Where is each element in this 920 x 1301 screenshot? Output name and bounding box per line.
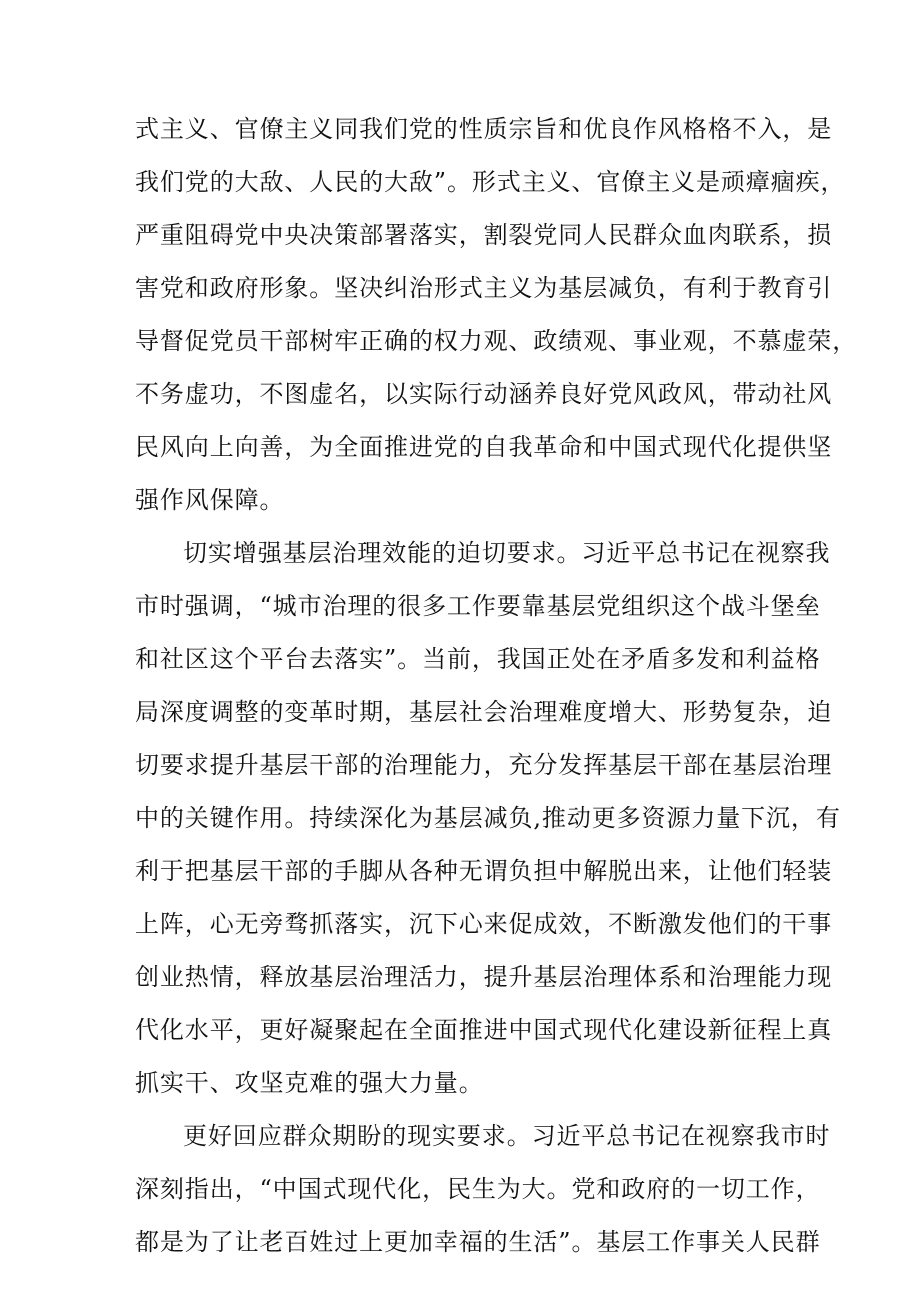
text-line: 不务虚功，不图虚名，以实际行动涵养良好党风政风，带动社风 xyxy=(135,380,833,408)
paragraph-1 xyxy=(135,103,858,527)
text-line: 上阵，心无旁骛抓落实，沉下心来促成效，不断激发他们的干事 xyxy=(135,910,833,938)
text-line: 代化水平，更好凝聚起在全面推进中国式现代化建设新征程上真 xyxy=(135,1016,833,1044)
text-line: 抓实干、攻坚克难的强大力量。 xyxy=(135,1069,484,1097)
text-line: 害党和政府形象。坚决纠治形式主义为基层减负，有利于教育引 xyxy=(135,274,833,302)
text-line: 利于把基层干部的手脚从各种无谓负担中解脱出来，让他们轻装 xyxy=(135,857,833,885)
document-body xyxy=(135,103,858,1269)
text-line: 式主义、官僚主义同我们党的性质宗旨和优良作风格格不入，是 xyxy=(135,115,833,143)
text-line: 局深度调整的变革时期，基层社会治理难度增大、形势复杂，迫 xyxy=(135,698,833,726)
text-line: 民风向上向善，为全面推进党的自我革命和中国式现代化提供坚 xyxy=(135,433,833,461)
text-line: 和社区这个平台去落实”。当前，我国正处在矛盾多发和利益格 xyxy=(135,645,821,673)
text-line: 切要求提升基层干部的治理能力，充分发挥基层干部在基层治理 xyxy=(135,751,833,779)
text-line: 市时强调，“城市治理的很多工作要靠基层党组织这个战斗堡垒 xyxy=(135,592,821,620)
text-line: 切实增强基层治理效能的迫切要求。习近平总书记在视察我 xyxy=(183,539,831,567)
text-line: 都是为了让老百姓过上更加幸福的生活”。基层工作事关人民群 xyxy=(135,1228,821,1256)
text-line: 我们党的大敌、人民的大敌”。形式主义、官僚主义是顽瘴痼疾， xyxy=(135,168,846,196)
text-line: 创业热情，释放基层治理活力，提升基层治理体系和治理能力现 xyxy=(135,963,833,991)
text-line: 严重阻碍党中央决策部署落实，割裂党同人民群众血肉联系，损 xyxy=(135,221,833,249)
paragraph-2 xyxy=(135,527,841,1110)
text-line: 中的关键作用。持续深化为基层减负,推动更多资源力量下沉，有 xyxy=(135,804,841,832)
text-line: 导督促党员干部树牢正确的权力观、政绩观、事业观，不慕虚荣， xyxy=(135,327,858,355)
text-line: 强作风保障。 xyxy=(135,486,285,514)
paragraph-3 xyxy=(135,1110,831,1269)
text-line: 更好回应群众期盼的现实要求。习近平总书记在视察我市时 xyxy=(183,1122,831,1150)
text-line: 深刻指出，“中国式现代化，民生为大。党和政府的一切工作， xyxy=(135,1175,821,1203)
